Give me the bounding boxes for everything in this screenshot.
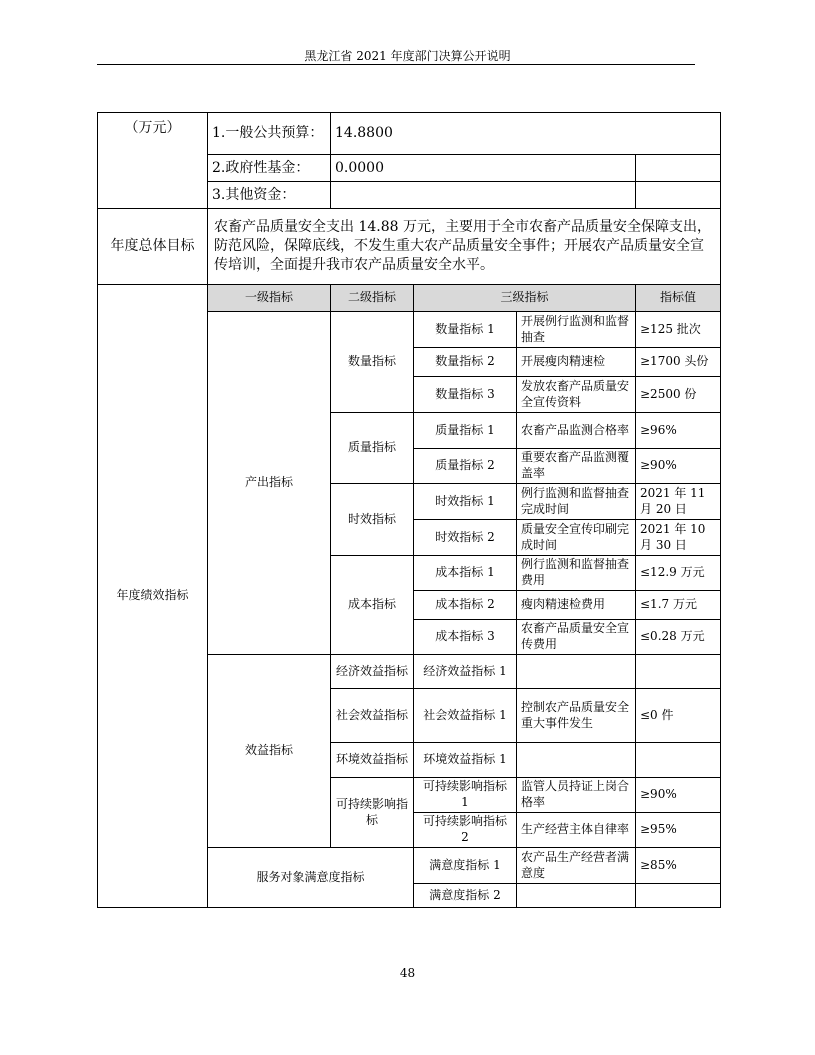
funding-value-general-budget: 14.8800 [330,112,721,155]
level2-economic: 经济效益指标 [330,654,414,689]
indicator-value: ≤12.9 万元 [635,555,721,591]
funding-label-other: 3.其他资金： [207,181,331,209]
indicator-value: ≥90% [635,777,721,813]
level3-desc: 农畜产品监测合格率 [516,412,636,449]
level3-name: 满意度指标 1 [413,847,517,884]
level3-name: 质量指标 1 [413,412,517,449]
indicator-value [635,742,721,778]
header-level1: 一级指标 [207,284,331,312]
indicator-value [635,883,721,908]
level3-name: 成本指标 3 [413,619,517,655]
funding-extra-other [635,181,721,209]
level3-name: 时效指标 2 [413,519,517,556]
goal-label: 年度总体目标 [97,208,208,285]
level3-name: 成本指标 2 [413,590,517,620]
indicator-value: 2021 年 10 月 30 日 [635,519,721,556]
level2-environment: 环境效益指标 [330,742,414,778]
level2-cost: 成本指标 [330,555,414,655]
level3-desc: 农产品生产经营者满意度 [516,847,636,884]
level3-desc [516,742,636,778]
level3-name: 数量指标 1 [413,311,517,348]
level2-timeliness: 时效指标 [330,483,414,556]
header-level3: 三级指标 [413,284,636,312]
level3-desc [516,883,636,908]
indicator-value: ≥90% [635,448,721,484]
page-header: 黑龙江省 2021 年度部门决算公开说明 [304,49,511,63]
level3-name: 可持续影响指标 2 [413,812,517,848]
indicator-value: ≥96% [635,412,721,449]
header-rule [97,64,695,65]
header-level2: 二级指标 [330,284,414,312]
level3-name: 环境效益指标 1 [413,742,517,778]
funding-unit-label: （万元） [97,112,208,209]
level3-desc: 控制农产品质量安全重大事件发生 [516,688,636,743]
level3-desc: 例行监测和监督抽查费用 [516,555,636,591]
level2-social: 社会效益指标 [330,688,414,743]
level3-name: 数量指标 3 [413,376,517,413]
funding-value-gov-fund: 0.0000 [330,154,636,182]
level2-sustainable: 可持续影响指标 [330,777,414,848]
page-number: 48 [399,966,416,980]
funding-label-gov-fund: 2.政府性基金： [207,154,331,182]
level3-name: 满意度指标 2 [413,883,517,908]
indicator-value: ≤1.7 万元 [635,590,721,620]
indicator-value: ≥1700 头份 [635,347,721,377]
indicator-value: ≥95% [635,812,721,848]
indicator-value: 2021 年 11 月 20 日 [635,483,721,520]
indicator-value: ≥2500 份 [635,376,721,413]
indicator-value: ≥125 批次 [635,311,721,348]
level3-desc: 开展例行监测和监督抽查 [516,311,636,348]
level3-desc: 开展瘦肉精速检 [516,347,636,377]
level3-name: 成本指标 1 [413,555,517,591]
level3-desc: 质量安全宣传印刷完成时间 [516,519,636,556]
level2-quantity: 数量指标 [330,311,414,413]
level3-desc: 瘦肉精速检费用 [516,590,636,620]
indicator-value [635,654,721,689]
level1-satisfaction: 服务对象满意度指标 [207,847,414,908]
indicator-value: ≤0.28 万元 [635,619,721,655]
indicators-section-label: 年度绩效指标 [97,284,208,908]
level1-benefit: 效益指标 [207,654,331,848]
level3-desc [516,654,636,689]
level3-desc: 农畜产品质量安全宣传费用 [516,619,636,655]
funding-value-other [330,181,636,209]
level3-desc: 生产经营主体自律率 [516,812,636,848]
level3-name: 数量指标 2 [413,347,517,377]
level3-desc: 例行监测和监督抽查完成时间 [516,483,636,520]
level3-name: 质量指标 2 [413,448,517,484]
level3-desc: 重要农畜产品监测覆盖率 [516,448,636,484]
level3-name: 时效指标 1 [413,483,517,520]
level3-name: 社会效益指标 1 [413,688,517,743]
level1-output: 产出指标 [207,311,331,655]
funding-extra-gov-fund [635,154,721,182]
level3-desc: 监管人员持证上岗合格率 [516,777,636,813]
funding-label-general-budget: 1.一般公共预算： [207,112,331,155]
level2-quality: 质量指标 [330,412,414,484]
indicator-value: ≥85% [635,847,721,884]
indicator-value: ≤0 件 [635,688,721,743]
header-value: 指标值 [635,284,721,312]
level3-name: 可持续影响指标 1 [413,777,517,813]
level3-desc: 发放农畜产品质量安全宣传资料 [516,376,636,413]
goal-text: 农畜产品质量安全支出 14.88 万元，主要用于全市农畜产品质量安全保障支出，防范风险，保障底线，不发生重大农产品质量安全事件；开展农产品质量安全宣传培训，全面提升我市农产品质量安全水平。 [207,208,721,285]
level3-name: 经济效益指标 1 [413,654,517,689]
